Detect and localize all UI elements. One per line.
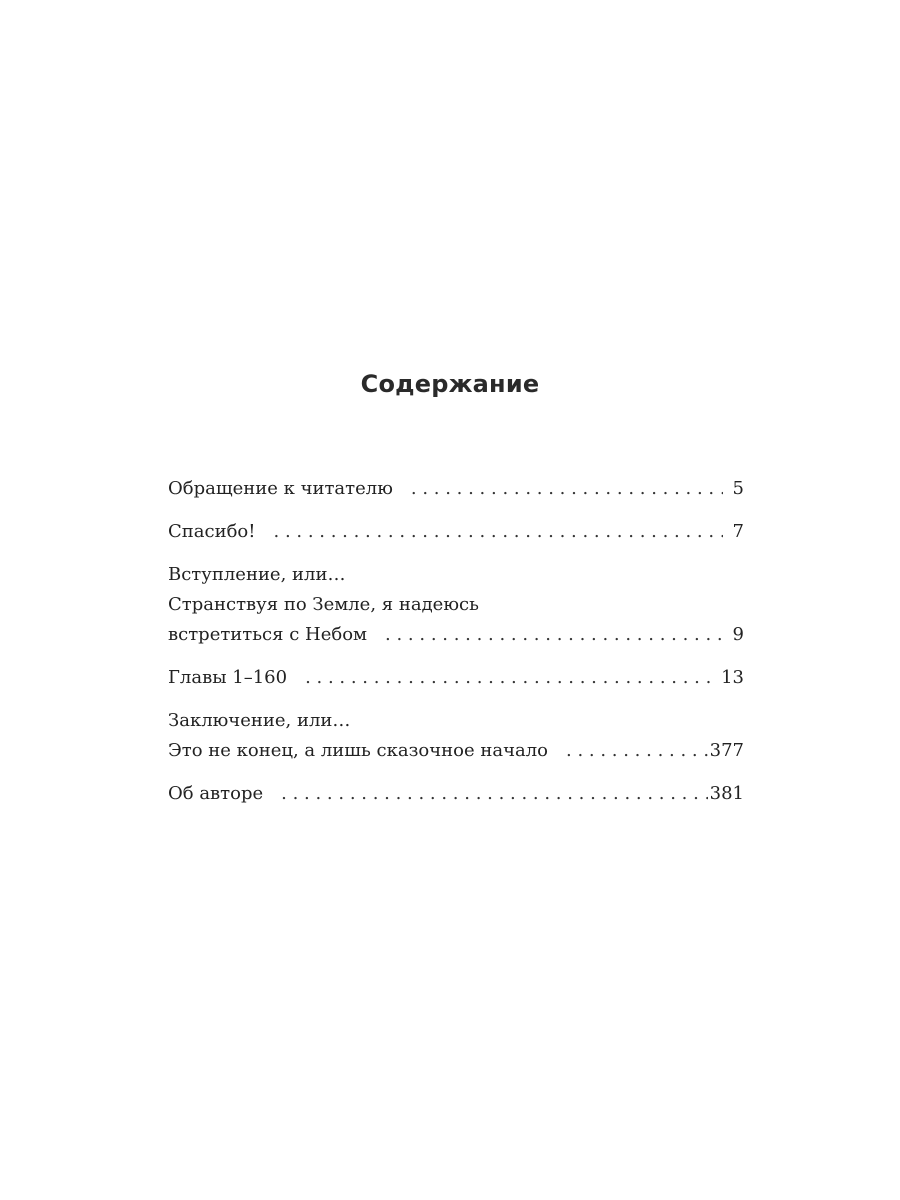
toc-entry-title-line: Вступление, или… bbox=[168, 564, 346, 585]
page-title: Содержание bbox=[360, 370, 540, 398]
toc-page-number: 9 bbox=[732, 624, 744, 645]
toc-entry-thanks[interactable] bbox=[168, 517, 744, 547]
toc-entry-title: Об авторе bbox=[168, 783, 264, 804]
toc-page-number: 377 bbox=[709, 740, 744, 761]
toc-page-number: 7 bbox=[732, 521, 744, 542]
toc-entry-title-line: Это не конец, а лишь сказочное начало bbox=[168, 740, 549, 761]
toc-entry-preface[interactable] bbox=[168, 474, 744, 504]
toc-entry-title-line: встретиться с Небом bbox=[168, 624, 368, 645]
toc-entry-title: Спасибо! bbox=[168, 521, 256, 542]
dot-leader bbox=[305, 663, 711, 693]
toc-entry-title: Обращение к читателю bbox=[168, 478, 393, 499]
dot-leader bbox=[411, 474, 723, 504]
dot-leader bbox=[566, 736, 708, 766]
toc-page-number: 5 bbox=[732, 478, 744, 499]
toc-entry-conclusion[interactable] bbox=[168, 706, 744, 766]
table-of-contents bbox=[168, 474, 744, 822]
toc-entry-title-line: Заключение, или… bbox=[168, 710, 351, 731]
dot-leader bbox=[385, 620, 723, 650]
toc-entry-title: Главы 1–160 bbox=[168, 667, 288, 688]
toc-entry-about-author[interactable] bbox=[168, 779, 744, 809]
toc-page-number: 381 bbox=[709, 783, 744, 804]
toc-entry-introduction[interactable] bbox=[168, 560, 744, 650]
toc-page-number: 13 bbox=[721, 667, 744, 688]
toc-entry-chapters[interactable] bbox=[168, 663, 744, 693]
dot-leader bbox=[274, 517, 723, 547]
toc-entry-title-line: Странствуя по Земле, я надеюсь bbox=[168, 594, 479, 615]
dot-leader bbox=[281, 779, 707, 809]
